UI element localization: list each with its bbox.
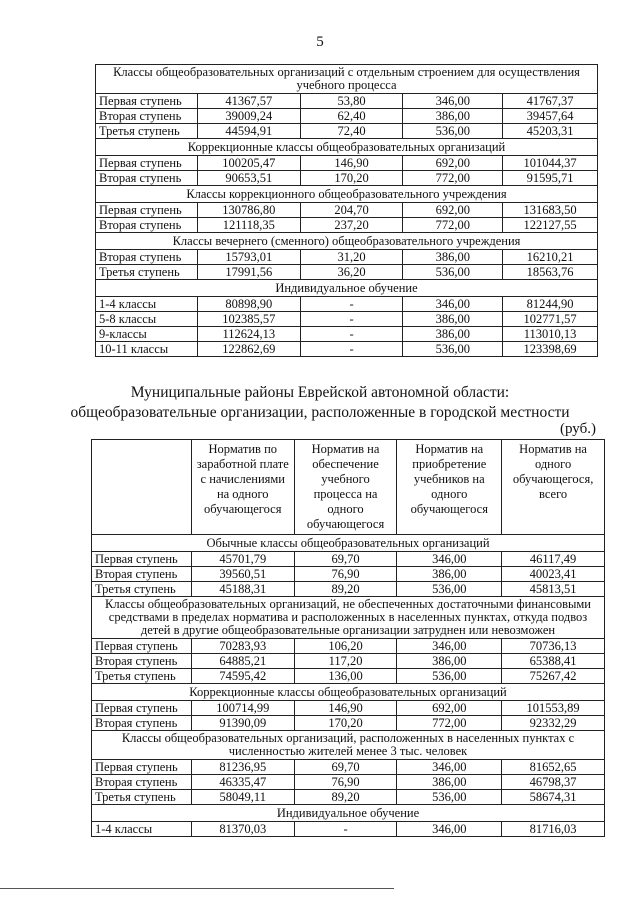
value-cell: 70283,93 xyxy=(191,639,294,654)
table-row xyxy=(92,775,605,790)
value-cell: 121118,35 xyxy=(197,218,300,233)
value-cell: 122127,55 xyxy=(503,218,598,233)
row-label: 9-классы xyxy=(96,327,198,342)
value-cell: 346,00 xyxy=(397,822,502,837)
table-row xyxy=(92,567,605,582)
value-cell: 346,00 xyxy=(397,552,502,567)
table-row xyxy=(96,250,598,265)
row-label: Первая ступень xyxy=(96,203,198,218)
table-row xyxy=(92,669,605,684)
row-label: Третья ступень xyxy=(92,582,192,597)
value-cell: 170,20 xyxy=(300,171,403,186)
row-label: Вторая ступень xyxy=(96,250,198,265)
table-row xyxy=(92,822,605,837)
section-title-line1: Муниципальные районы Еврейской автономной области: xyxy=(130,384,510,401)
value-cell: 45813,51 xyxy=(502,582,605,597)
group-heading-row xyxy=(92,731,605,760)
value-cell: 346,00 xyxy=(397,639,502,654)
value-cell: 386,00 xyxy=(403,327,503,342)
group-heading: Индивидуальное обучение xyxy=(92,805,605,822)
value-cell: 80898,90 xyxy=(197,297,300,312)
value-cell: 40023,41 xyxy=(502,567,605,582)
header-cell-educational-process: Норматив на обеспечение учебного процесса на одного обучающегося xyxy=(294,440,397,535)
row-label: Вторая ступень xyxy=(96,109,198,124)
value-cell: 101553,89 xyxy=(502,701,605,716)
group-heading: Классы общеобразовательных организаций, расположенных в населенных пунктах с численностью жителей менее 3 тыс. человек xyxy=(92,731,605,760)
table-row xyxy=(96,297,598,312)
row-label: Вторая ступень xyxy=(92,567,192,582)
value-cell: 69,70 xyxy=(294,760,397,775)
table-row xyxy=(96,124,598,139)
row-label: 1-4 классы xyxy=(92,822,192,837)
row-label: Вторая ступень xyxy=(92,716,192,731)
row-label: Вторая ступень xyxy=(92,775,192,790)
value-cell: 75267,42 xyxy=(502,669,605,684)
unit-label: (руб.) xyxy=(560,421,596,437)
group-heading: Индивидуальное обучение xyxy=(96,280,598,297)
table-row xyxy=(96,94,598,109)
group-heading-row xyxy=(96,139,598,156)
header-cell-textbooks: Норматив на приобретение учебников на одного обучающегося xyxy=(397,440,502,535)
value-cell: 41367,57 xyxy=(197,94,300,109)
value-cell: 41767,37 xyxy=(503,94,598,109)
value-cell: 76,90 xyxy=(294,775,397,790)
group-heading: Классы общеобразовательных организаций с отдельным строением для осуществления учебного процесса xyxy=(96,65,598,94)
value-cell: 90653,51 xyxy=(197,171,300,186)
group-heading-row xyxy=(96,186,598,203)
value-cell: 15793,01 xyxy=(197,250,300,265)
value-cell: 45188,31 xyxy=(191,582,294,597)
value-cell: 39457,64 xyxy=(503,109,598,124)
value-cell: 31,20 xyxy=(300,250,403,265)
value-cell: - xyxy=(300,297,403,312)
value-cell: 81236,95 xyxy=(191,760,294,775)
value-cell: 386,00 xyxy=(397,775,502,790)
value-cell: 386,00 xyxy=(397,654,502,669)
value-cell: 386,00 xyxy=(403,109,503,124)
value-cell: 386,00 xyxy=(397,567,502,582)
value-cell: 39009,24 xyxy=(197,109,300,124)
value-cell: 45203,31 xyxy=(503,124,598,139)
value-cell: 39560,51 xyxy=(191,567,294,582)
value-cell: 130786,80 xyxy=(197,203,300,218)
table-row xyxy=(92,552,605,567)
value-cell: 81244,90 xyxy=(503,297,598,312)
table-urban-norms-part2 xyxy=(91,439,605,837)
value-cell: 122862,69 xyxy=(197,342,300,357)
group-heading: Обычные классы общеобразовательных организаций xyxy=(92,535,605,552)
table-row xyxy=(96,342,598,357)
group-heading: Классы общеобразовательных организаций, не обеспеченных достаточными финансовыми средствами в пределах норматива и расположенных в населенных пунктах, откуда подвоз детей в другие общеобразовательные организации затруднен или невозможен xyxy=(92,597,605,639)
table-row xyxy=(92,716,605,731)
value-cell: 536,00 xyxy=(403,342,503,357)
value-cell: - xyxy=(294,822,397,837)
table-row xyxy=(96,327,598,342)
value-cell: 146,90 xyxy=(294,701,397,716)
value-cell: 16210,21 xyxy=(503,250,598,265)
value-cell: 64885,21 xyxy=(191,654,294,669)
value-cell: 102385,57 xyxy=(197,312,300,327)
row-label: Первая ступень xyxy=(92,701,192,716)
table-row xyxy=(96,203,598,218)
value-cell: 692,00 xyxy=(403,156,503,171)
value-cell: 346,00 xyxy=(397,760,502,775)
header-cell-salary: Норматив по заработной плате с начислениями на одного обучающегося xyxy=(191,440,294,535)
value-cell: 81716,03 xyxy=(502,822,605,837)
row-label: Третья ступень xyxy=(96,124,198,139)
group-heading-row xyxy=(96,65,598,94)
value-cell: 58674,31 xyxy=(502,790,605,805)
value-cell: 101044,37 xyxy=(503,156,598,171)
row-label: Первая ступень xyxy=(92,639,192,654)
group-heading: Классы вечернего (сменного) общеобразовательного учреждения xyxy=(96,233,598,250)
value-cell: 89,20 xyxy=(294,582,397,597)
value-cell: 58049,11 xyxy=(191,790,294,805)
value-cell: 772,00 xyxy=(403,171,503,186)
value-cell: 81370,03 xyxy=(191,822,294,837)
row-label: Вторая ступень xyxy=(96,171,198,186)
value-cell: 91595,71 xyxy=(503,171,598,186)
row-label: Третья ступень xyxy=(96,265,198,280)
value-cell: 72,40 xyxy=(300,124,403,139)
header-cell-empty xyxy=(92,440,192,535)
value-cell: 106,20 xyxy=(294,639,397,654)
value-cell: 81652,65 xyxy=(502,760,605,775)
value-cell: 112624,13 xyxy=(197,327,300,342)
value-cell: 100714,99 xyxy=(191,701,294,716)
value-cell: 346,00 xyxy=(403,297,503,312)
value-cell: 123398,69 xyxy=(503,342,598,357)
group-heading-row xyxy=(92,805,605,822)
value-cell: 237,20 xyxy=(300,218,403,233)
value-cell: 204,70 xyxy=(300,203,403,218)
table-row xyxy=(96,156,598,171)
header-cell-total: Норматив на одного обучающегося, всего xyxy=(502,440,605,535)
group-heading-row xyxy=(96,233,598,250)
group-heading: Коррекционные классы общеобразовательных организаций xyxy=(92,684,605,701)
value-cell: 91390,09 xyxy=(191,716,294,731)
value-cell: 62,40 xyxy=(300,109,403,124)
row-label: Первая ступень xyxy=(92,760,192,775)
value-cell: 45701,79 xyxy=(191,552,294,567)
value-cell: 131683,50 xyxy=(503,203,598,218)
table-row xyxy=(96,171,598,186)
group-heading-row xyxy=(96,280,598,297)
row-label: Третья ступень xyxy=(92,790,192,805)
value-cell: 46798,37 xyxy=(502,775,605,790)
value-cell: 536,00 xyxy=(397,790,502,805)
page-number: 5 xyxy=(316,34,324,50)
value-cell: 65388,41 xyxy=(502,654,605,669)
table-row xyxy=(92,790,605,805)
value-cell: - xyxy=(300,312,403,327)
value-cell: - xyxy=(300,342,403,357)
group-heading: Классы коррекционного общеобразовательного учреждения xyxy=(96,186,598,203)
value-cell: 102771,57 xyxy=(503,312,598,327)
value-cell: 113010,13 xyxy=(503,327,598,342)
value-cell: 146,90 xyxy=(300,156,403,171)
value-cell: 18563,76 xyxy=(503,265,598,280)
value-cell: 136,00 xyxy=(294,669,397,684)
table-row xyxy=(92,760,605,775)
value-cell: 692,00 xyxy=(403,203,503,218)
value-cell: 170,20 xyxy=(294,716,397,731)
row-label: 5-8 классы xyxy=(96,312,198,327)
value-cell: 772,00 xyxy=(403,218,503,233)
value-cell: 44594,91 xyxy=(197,124,300,139)
group-heading-row xyxy=(92,597,605,639)
value-cell: 76,90 xyxy=(294,567,397,582)
table-row xyxy=(92,582,605,597)
value-cell: 92332,29 xyxy=(502,716,605,731)
table-row xyxy=(92,639,605,654)
value-cell: 70736,13 xyxy=(502,639,605,654)
value-cell: 536,00 xyxy=(397,582,502,597)
value-cell: 692,00 xyxy=(397,701,502,716)
row-label: Вторая ступень xyxy=(92,654,192,669)
group-heading: Коррекционные классы общеобразовательных организаций xyxy=(96,139,598,156)
value-cell: 386,00 xyxy=(403,312,503,327)
value-cell: 536,00 xyxy=(403,124,503,139)
table-row xyxy=(96,265,598,280)
table-row xyxy=(92,654,605,669)
value-cell: 386,00 xyxy=(403,250,503,265)
value-cell: - xyxy=(300,327,403,342)
row-label: 1-4 классы xyxy=(96,297,198,312)
group-heading-row xyxy=(92,535,605,552)
table-header-row xyxy=(92,440,605,535)
table-row xyxy=(96,218,598,233)
table-urban-norms-part1 xyxy=(95,64,598,357)
section-title-line2: общеобразовательные организации, расположенные в городской местности xyxy=(70,404,570,421)
value-cell: 46335,47 xyxy=(191,775,294,790)
row-label: Вторая ступень xyxy=(96,218,198,233)
row-label: Первая ступень xyxy=(96,94,198,109)
value-cell: 536,00 xyxy=(403,265,503,280)
footnote-divider xyxy=(0,888,394,889)
value-cell: 772,00 xyxy=(397,716,502,731)
value-cell: 117,20 xyxy=(294,654,397,669)
table-row xyxy=(92,701,605,716)
row-label: Третья ступень xyxy=(92,669,192,684)
group-heading-row xyxy=(92,684,605,701)
value-cell: 346,00 xyxy=(403,94,503,109)
value-cell: 36,20 xyxy=(300,265,403,280)
row-label: 10-11 классы xyxy=(96,342,198,357)
value-cell: 46117,49 xyxy=(502,552,605,567)
value-cell: 53,80 xyxy=(300,94,403,109)
row-label: Первая ступень xyxy=(96,156,198,171)
value-cell: 74595,42 xyxy=(191,669,294,684)
table-row xyxy=(96,109,598,124)
value-cell: 100205,47 xyxy=(197,156,300,171)
row-label: Первая ступень xyxy=(92,552,192,567)
value-cell: 69,70 xyxy=(294,552,397,567)
value-cell: 17991,56 xyxy=(197,265,300,280)
table-row xyxy=(96,312,598,327)
value-cell: 89,20 xyxy=(294,790,397,805)
value-cell: 536,00 xyxy=(397,669,502,684)
